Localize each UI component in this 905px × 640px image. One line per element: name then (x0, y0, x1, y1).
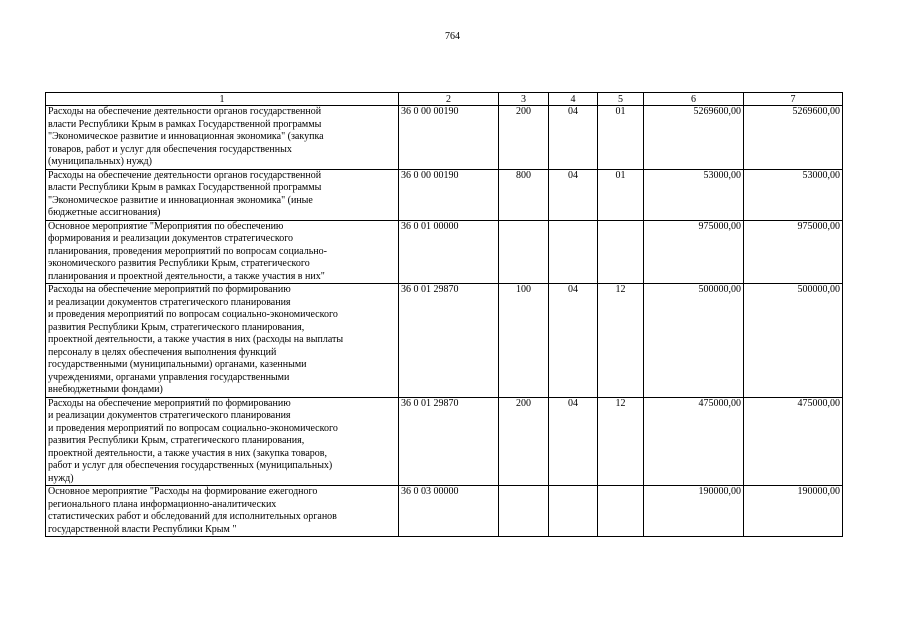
row-description: Расходы на обеспечение мероприятий по формированию и реализации документов стратегического планирования и проведения мероприятий по вопросам социально-экономического развития Республики Крым, стратегического планирования, проектной деятельности, а также участия в них (расходы на выплаты персоналу в целях обеспечения выполнения функций государственными (муниципальными) органами, казенными учреждениями, органами управления государственными внебюджетными фондами) (46, 284, 399, 398)
row-col-5: 01 (598, 106, 644, 170)
table-row (46, 486, 843, 537)
row-col-4: 04 (549, 169, 598, 220)
row-amount-7: 975000,00 (744, 220, 843, 284)
header-col-6: 6 (644, 93, 744, 106)
table-row (46, 284, 843, 398)
row-col-3: 200 (499, 397, 549, 486)
row-amount-6: 475000,00 (644, 397, 744, 486)
row-col-3: 800 (499, 169, 549, 220)
row-col-4: 04 (549, 106, 598, 170)
row-col-5: 12 (598, 284, 644, 398)
header-col-7: 7 (744, 93, 843, 106)
row-col-4 (549, 220, 598, 284)
row-description: Основное мероприятие "Расходы на формирование ежегодного регионального плана информационно-аналитических статистических работ и обследований для исполнительных органов государственной власти Республики Крым " (46, 486, 399, 537)
row-col-5: 01 (598, 169, 644, 220)
row-col-4: 04 (549, 397, 598, 486)
row-description: Основное мероприятие "Мероприятия по обеспечению формирования и реализации документов стратегического планирования, проведения мероприятий по вопросам социально- экономического развития Республики Крым, стратегического планирования и проектной деятельности, а также участия в них" (46, 220, 399, 284)
row-col-3 (499, 220, 549, 284)
row-code: 36 0 00 00190 (399, 169, 499, 220)
table-row (46, 220, 843, 284)
row-col-5: 12 (598, 397, 644, 486)
row-col-4 (549, 486, 598, 537)
row-code: 36 0 03 00000 (399, 486, 499, 537)
row-code: 36 0 01 29870 (399, 397, 499, 486)
header-col-4: 4 (549, 93, 598, 106)
row-description: Расходы на обеспечение деятельности органов государственной власти Республики Крым в рамках Государственной программы "Экономическое развитие и инновационная экономика" (закупка товаров, работ и услуг для обеспечения государственных (муниципальных) нужд) (46, 106, 399, 170)
row-description: Расходы на обеспечение деятельности органов государственной власти Республики Крым в рамках Государственной программы "Экономическое развитие и инновационная экономика" (иные бюджетные ассигнования) (46, 169, 399, 220)
row-amount-6: 500000,00 (644, 284, 744, 398)
row-amount-7: 500000,00 (744, 284, 843, 398)
table-row (46, 106, 843, 170)
header-col-5: 5 (598, 93, 644, 106)
row-amount-7: 190000,00 (744, 486, 843, 537)
row-amount-6: 53000,00 (644, 169, 744, 220)
row-col-3 (499, 486, 549, 537)
row-col-3: 200 (499, 106, 549, 170)
row-code: 36 0 01 29870 (399, 284, 499, 398)
row-code: 36 0 01 00000 (399, 220, 499, 284)
budget-table (45, 92, 843, 537)
header-col-3: 3 (499, 93, 549, 106)
row-amount-6: 5269600,00 (644, 106, 744, 170)
row-col-5 (598, 486, 644, 537)
row-amount-6: 190000,00 (644, 486, 744, 537)
row-amount-7: 475000,00 (744, 397, 843, 486)
page-number: 764 (445, 31, 460, 42)
row-description: Расходы на обеспечение мероприятий по формированию и реализации документов стратегического планирования и проведения мероприятий по вопросам социально-экономического развития Республики Крым, стратегического планирования, проектной деятельности, а также участия в них (закупка товаров, работ и услуг для обеспечения государственных (муниципальных) нужд) (46, 397, 399, 486)
table-row (46, 169, 843, 220)
table-row (46, 397, 843, 486)
row-code: 36 0 00 00190 (399, 106, 499, 170)
header-col-2: 2 (399, 93, 499, 106)
header-col-1: 1 (46, 93, 399, 106)
row-amount-7: 53000,00 (744, 169, 843, 220)
row-amount-7: 5269600,00 (744, 106, 843, 170)
row-col-5 (598, 220, 644, 284)
row-col-4: 04 (549, 284, 598, 398)
header-row (46, 93, 843, 106)
row-col-3: 100 (499, 284, 549, 398)
row-amount-6: 975000,00 (644, 220, 744, 284)
